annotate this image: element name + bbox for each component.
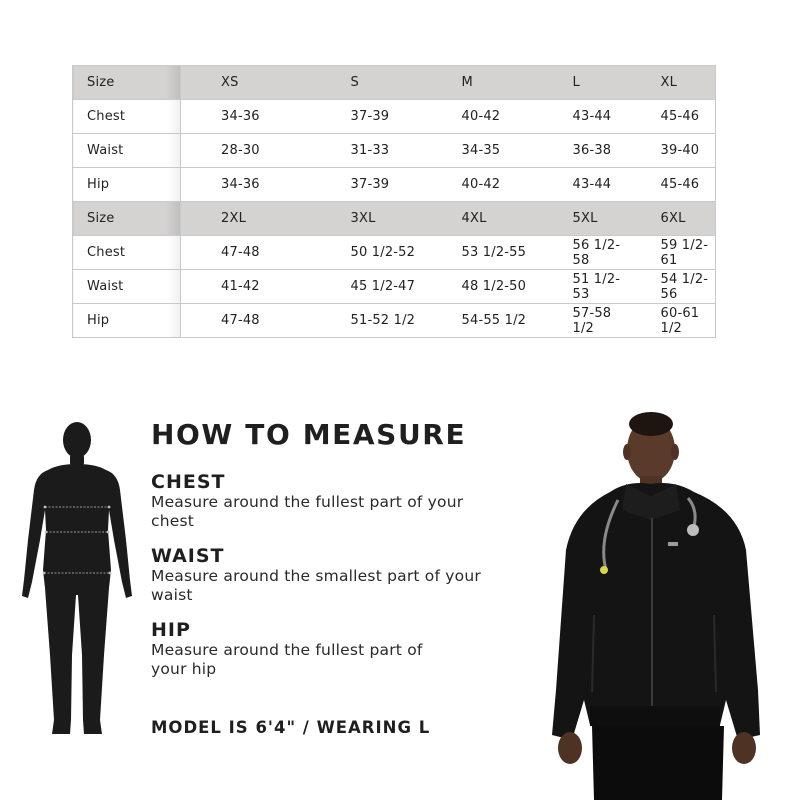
hip-instruction: [151, 619, 531, 679]
how-to-measure-section: [151, 418, 531, 693]
row-label: Waist: [73, 134, 181, 168]
waist-heading: WAIST: [151, 545, 225, 567]
table-cell: 59 1/2-61: [621, 236, 716, 270]
row-label: Chest: [73, 236, 181, 270]
table-cell: 51-52 1/2: [311, 304, 422, 338]
model-size-note: MODEL IS 6'4" / WEARING L: [151, 718, 431, 737]
table-row: [73, 134, 716, 168]
size-chart-table: [72, 65, 716, 338]
size-header-cell: XS: [181, 66, 311, 100]
table-cell: 28-30: [181, 134, 311, 168]
table-row: [73, 304, 716, 338]
table-cell: 41-42: [181, 270, 311, 304]
size-header-cell: 3XL: [311, 202, 422, 236]
row-label: Chest: [73, 100, 181, 134]
table-cell: 34-36: [181, 100, 311, 134]
table-cell: 47-48: [181, 236, 311, 270]
size-header-cell: 5XL: [533, 202, 621, 236]
size-header-cell: M: [422, 66, 533, 100]
table-cell: 47-48: [181, 304, 311, 338]
table-cell: 40-42: [422, 100, 533, 134]
table-cell: 40-42: [422, 168, 533, 202]
row-label: Waist: [73, 270, 181, 304]
size-header-label: Size: [73, 66, 181, 100]
table-row: [73, 236, 716, 270]
body-silhouette-icon: [18, 420, 136, 738]
table-cell: 39-40: [621, 134, 716, 168]
size-header-cell: 4XL: [422, 202, 533, 236]
waist-instruction: [151, 545, 531, 605]
chest-description: Measure around the fullest part of your chest: [151, 493, 464, 530]
table-cell: 56 1/2-58: [533, 236, 621, 270]
table-cell: 60-61 1/2: [621, 304, 716, 338]
table-cell: 50 1/2-52: [311, 236, 422, 270]
table-row: [73, 168, 716, 202]
table-cell: 45-46: [621, 168, 716, 202]
table-cell: 53 1/2-55: [422, 236, 533, 270]
size-header-cell: L: [533, 66, 621, 100]
table-cell: 43-44: [533, 168, 621, 202]
size-header-cell: S: [311, 66, 422, 100]
table-cell: 34-35: [422, 134, 533, 168]
hip-description: Measure around the fullest part of your hip: [151, 641, 423, 678]
hip-heading: HIP: [151, 619, 191, 641]
table-row: [73, 270, 716, 304]
chest-instruction: [151, 471, 531, 531]
size-header-cell: 6XL: [621, 202, 716, 236]
table-cell: 37-39: [311, 168, 422, 202]
row-label: Hip: [73, 168, 181, 202]
size-header-cell: XL: [621, 66, 716, 100]
table-cell: 48 1/2-50: [422, 270, 533, 304]
table-cell: 54 1/2-56: [621, 270, 716, 304]
size-header-row: [73, 66, 716, 100]
waist-description: Measure around the smallest part of your waist: [151, 567, 481, 604]
table-cell: 37-39: [311, 100, 422, 134]
chest-heading: CHEST: [151, 471, 226, 493]
row-label: Hip: [73, 304, 181, 338]
size-header-row: [73, 202, 716, 236]
how-to-measure-title: HOW TO MEASURE: [151, 418, 467, 451]
table-cell: 34-36: [181, 168, 311, 202]
table-cell: 45-46: [621, 100, 716, 134]
size-header-cell: 2XL: [181, 202, 311, 236]
table-cell: 51 1/2-53: [533, 270, 621, 304]
size-header-label: Size: [73, 202, 181, 236]
table-cell: 43-44: [533, 100, 621, 134]
table-cell: 57-58 1/2: [533, 304, 621, 338]
table-cell: 54-55 1/2: [422, 304, 533, 338]
table-row: [73, 100, 716, 134]
table-cell: 45 1/2-47: [311, 270, 422, 304]
table-cell: 36-38: [533, 134, 621, 168]
table-cell: 31-33: [311, 134, 422, 168]
model-photo: [548, 400, 768, 800]
